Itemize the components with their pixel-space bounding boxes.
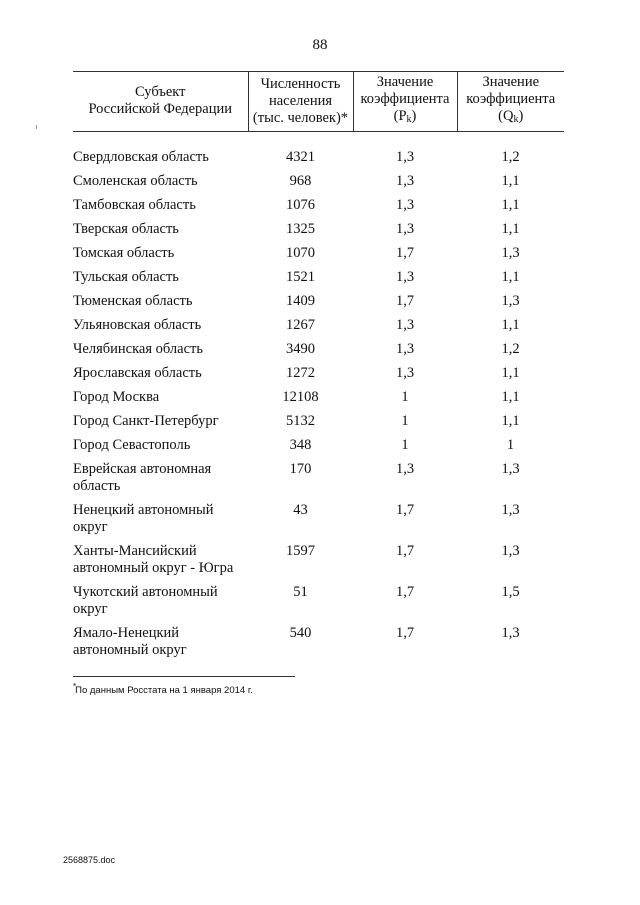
table-row bbox=[73, 266, 564, 290]
cell-p-coefficient: 1,7 bbox=[395, 293, 415, 309]
cell-population: 3490 bbox=[286, 341, 315, 357]
cell-population: 12108 bbox=[282, 389, 319, 405]
cell-p-coefficient: 1 bbox=[401, 437, 409, 453]
header-p-line: Значение bbox=[376, 74, 434, 90]
cell-subject: Ненецкий автономный округ bbox=[73, 502, 214, 535]
cell-subject: Ульяновская область bbox=[73, 317, 202, 333]
cell-population: 1597 bbox=[286, 543, 315, 559]
cell-subject: Город Севастополь bbox=[73, 437, 191, 453]
cell-p-coefficient: 1,7 bbox=[395, 625, 415, 641]
cell-p-coefficient: 1,7 bbox=[395, 584, 415, 600]
cell-subject: Тверская область bbox=[73, 221, 179, 237]
table-spacer-row bbox=[73, 132, 564, 147]
table-row bbox=[73, 386, 564, 410]
cell-q-coefficient: 1,1 bbox=[501, 389, 520, 405]
table-row bbox=[73, 194, 564, 218]
header-q-symbol bbox=[460, 108, 563, 128]
table-row bbox=[73, 362, 564, 386]
header-p-subscript: k bbox=[406, 114, 412, 125]
footnote-text: По данным Росстата на 1 января 2014 г. bbox=[75, 685, 253, 696]
header-population bbox=[248, 72, 353, 132]
table-row bbox=[73, 146, 564, 170]
cell-p-coefficient: 1,3 bbox=[395, 149, 415, 165]
table-row bbox=[73, 410, 564, 434]
header-p-coefficient bbox=[353, 72, 457, 132]
cell-q-coefficient: 1,1 bbox=[501, 413, 520, 429]
document-code: 2568875.doc bbox=[63, 855, 116, 865]
cell-population: 51 bbox=[293, 584, 308, 600]
footnote-mark: * bbox=[73, 682, 77, 691]
cell-p-coefficient: 1,3 bbox=[395, 365, 415, 381]
cell-population: 1267 bbox=[286, 317, 315, 333]
cell-q-coefficient: 1,3 bbox=[501, 543, 520, 559]
cell-population: 348 bbox=[289, 437, 312, 453]
table-header-row bbox=[73, 72, 564, 132]
cell-subject: Ярославская область bbox=[73, 365, 202, 381]
header-q-symbol-open: (Q bbox=[498, 108, 514, 124]
header-population-line: Численность bbox=[260, 75, 341, 92]
cell-subject: Еврейская автономная область bbox=[73, 461, 212, 494]
cell-p-coefficient: 1,3 bbox=[395, 341, 415, 357]
cell-p-coefficient: 1,7 bbox=[395, 543, 415, 559]
table-row bbox=[73, 170, 564, 194]
cell-population: 1272 bbox=[286, 365, 315, 381]
table-body bbox=[73, 132, 564, 664]
cell-p-coefficient: 1,7 bbox=[395, 502, 415, 518]
cell-p-coefficient: 1,3 bbox=[395, 269, 415, 285]
cell-subject: Город Санкт-Петербург bbox=[73, 413, 219, 429]
cell-subject: Чукотский автономный округ bbox=[73, 584, 218, 617]
table-row bbox=[73, 499, 564, 540]
header-subject-line: Субъект bbox=[134, 84, 186, 100]
cell-subject: Свердловская область bbox=[73, 149, 209, 165]
cell-q-coefficient: 1,3 bbox=[501, 245, 520, 261]
table-header bbox=[73, 72, 564, 132]
table-row bbox=[73, 290, 564, 314]
cell-subject: Ямало-Ненецкий автономный округ bbox=[73, 625, 187, 658]
cell-population: 968 bbox=[289, 173, 312, 189]
cell-p-coefficient: 1,3 bbox=[395, 461, 415, 477]
header-population-line: населения bbox=[268, 92, 333, 109]
cell-q-coefficient: 1,3 bbox=[501, 625, 520, 641]
cell-subject: Город Москва bbox=[73, 389, 160, 405]
page-number: 88 bbox=[312, 37, 328, 53]
cell-q-coefficient: 1,1 bbox=[501, 317, 520, 333]
cell-q-coefficient: 1,1 bbox=[501, 269, 520, 285]
cell-q-coefficient: 1,5 bbox=[501, 584, 520, 600]
cell-population: 1325 bbox=[286, 221, 315, 237]
cell-p-coefficient: 1,3 bbox=[395, 173, 415, 189]
cell-population: 170 bbox=[289, 461, 312, 477]
header-subject-line: Российской Федерации bbox=[88, 101, 233, 117]
cell-p-coefficient: 1,3 bbox=[395, 197, 415, 213]
cell-q-coefficient: 1,3 bbox=[501, 461, 520, 477]
header-p-symbol-open: (P bbox=[393, 108, 407, 124]
header-population-line: (тыс. человек)* bbox=[252, 109, 349, 126]
cell-p-coefficient: 1,7 bbox=[395, 245, 415, 261]
cell-q-coefficient: 1,2 bbox=[501, 341, 520, 357]
cell-subject: Томская область bbox=[73, 245, 175, 261]
cell-population: 1409 bbox=[286, 293, 315, 309]
header-p-symbol-close: ) bbox=[411, 108, 417, 124]
header-p-line: коэффициента bbox=[360, 91, 450, 107]
footnote bbox=[73, 679, 253, 697]
cell-q-coefficient: 1,2 bbox=[501, 149, 520, 165]
cell-subject: Смоленская область bbox=[73, 173, 198, 189]
table-row bbox=[73, 622, 564, 663]
coefficients-table-container bbox=[73, 71, 564, 663]
table-row bbox=[73, 540, 564, 581]
cell-population: 5132 bbox=[286, 413, 315, 429]
cell-subject: Тульская область bbox=[73, 269, 179, 285]
header-q-line: Значение bbox=[482, 74, 540, 90]
cell-q-coefficient: 1,1 bbox=[501, 173, 520, 189]
table-row bbox=[73, 314, 564, 338]
cell-q-coefficient: 1,1 bbox=[501, 365, 520, 381]
cell-q-coefficient: 1,1 bbox=[501, 221, 520, 237]
cell-population: 1521 bbox=[286, 269, 315, 285]
table-row bbox=[73, 242, 564, 266]
header-q-subscript: k bbox=[513, 114, 519, 125]
margin-mark bbox=[36, 125, 37, 129]
cell-q-coefficient: 1,3 bbox=[501, 502, 520, 518]
header-subject bbox=[73, 72, 248, 132]
cell-population: 4321 bbox=[286, 149, 315, 165]
cell-q-coefficient: 1 bbox=[506, 437, 515, 453]
cell-population: 43 bbox=[293, 502, 308, 518]
cell-q-coefficient: 1,1 bbox=[501, 197, 520, 213]
cell-p-coefficient: 1,3 bbox=[395, 317, 415, 333]
footnote-divider bbox=[73, 676, 295, 677]
table-row bbox=[73, 218, 564, 242]
table-row bbox=[73, 458, 564, 499]
table-row bbox=[73, 581, 564, 622]
cell-population: 1070 bbox=[286, 245, 315, 261]
cell-subject: Челябинская область bbox=[73, 341, 203, 357]
cell-p-coefficient: 1,3 bbox=[395, 221, 415, 237]
cell-q-coefficient: 1,3 bbox=[501, 293, 520, 309]
cell-population: 1076 bbox=[286, 197, 315, 213]
cell-subject: Ханты-Мансийский автономный округ - Югра bbox=[73, 543, 234, 576]
cell-p-coefficient: 1 bbox=[401, 389, 409, 405]
coefficients-table bbox=[73, 71, 564, 663]
cell-subject: Тамбовская область bbox=[73, 197, 196, 213]
table-row bbox=[73, 434, 564, 458]
header-p-symbol bbox=[356, 108, 455, 128]
cell-p-coefficient: 1 bbox=[401, 413, 409, 429]
cell-population: 540 bbox=[289, 625, 312, 641]
header-q-line: коэффициента bbox=[466, 91, 556, 107]
header-q-coefficient bbox=[457, 72, 564, 132]
table-row bbox=[73, 338, 564, 362]
cell-subject: Тюменская область bbox=[73, 293, 193, 309]
header-q-symbol-close: ) bbox=[518, 108, 524, 124]
